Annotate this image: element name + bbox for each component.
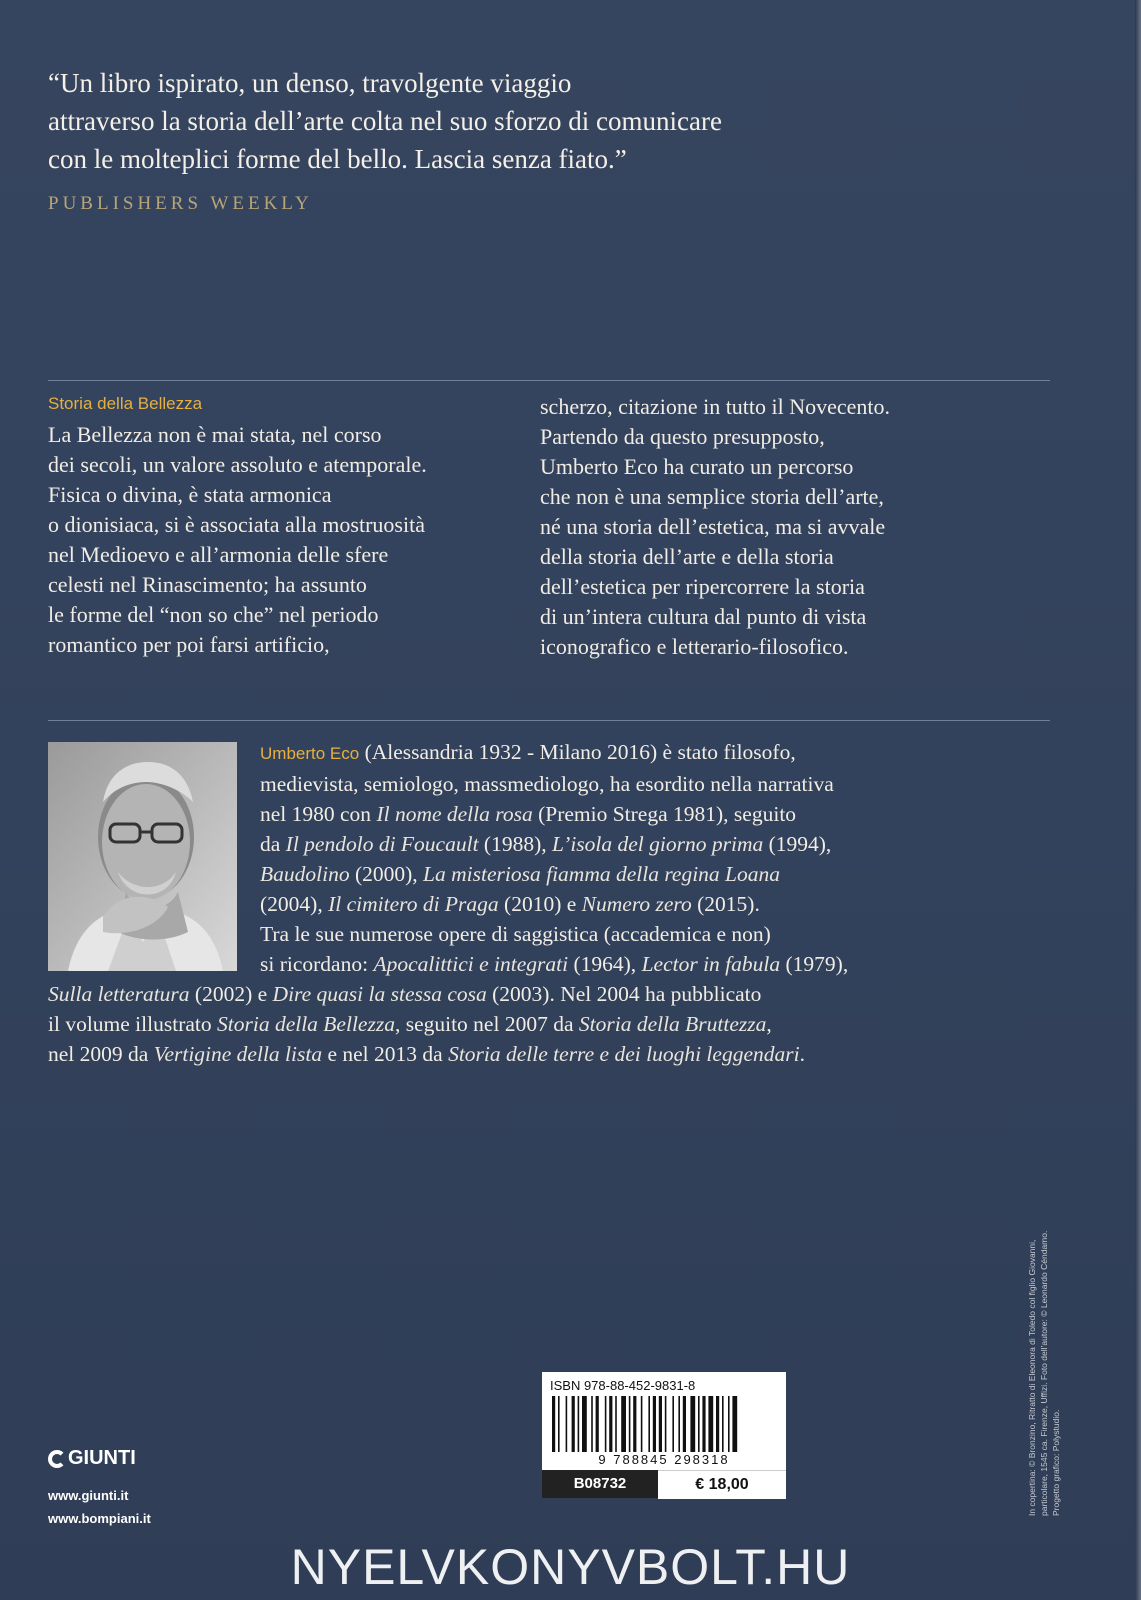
- description-line: di un’intera cultura dal punto di vista: [540, 604, 867, 629]
- book-title: Il cimitero di Praga: [328, 892, 499, 916]
- barcode-bar: [615, 1396, 617, 1452]
- price-label: € 18,00: [658, 1470, 786, 1499]
- barcode-bar: [702, 1396, 705, 1452]
- barcode-graphic: [550, 1396, 778, 1452]
- bio-text: (2010) e: [498, 892, 582, 916]
- barcode-digits: 9 788845 298318: [598, 1452, 730, 1467]
- barcode-bar: [683, 1396, 686, 1452]
- book-title: Lector in fabula: [641, 952, 781, 976]
- book-title: Storia delle terre e dei luoghi leggendari: [448, 1042, 800, 1066]
- description-line: romantico per poi farsi artificio,: [48, 632, 330, 657]
- barcode-bar: [633, 1396, 636, 1452]
- bio-line: [48, 1039, 1048, 1069]
- barcode-bar: [591, 1396, 593, 1452]
- divider: [48, 720, 1050, 721]
- barcode-panel: [542, 1372, 786, 1498]
- barcode-bar: [708, 1396, 713, 1452]
- description-line: La Bellezza non è mai stata, nel corso: [48, 422, 382, 447]
- bio-line: [48, 979, 1048, 1009]
- description-right-column: [540, 392, 1010, 662]
- bio-text: nel 2009 da: [48, 1042, 154, 1066]
- barcode-bar: [698, 1396, 700, 1452]
- product-code: B08732: [542, 1470, 658, 1498]
- barcode-bar: [578, 1396, 580, 1452]
- description-line: Fisica o divina, è stata armonica: [48, 482, 332, 507]
- author-name: Umberto Eco: [260, 744, 360, 763]
- book-title: Baudolino: [260, 862, 350, 886]
- cover-edge: [1135, 0, 1141, 1600]
- description-line: né una storia dell’estetica, ma si avvale: [540, 514, 886, 539]
- watermark-text: NYELVKONYVBOLT.HU: [290, 1539, 851, 1595]
- barcode-bar: [621, 1396, 626, 1452]
- barcode-bar: [653, 1396, 656, 1452]
- barcode-bar: [629, 1396, 631, 1452]
- isbn-number: ISBN 978-88-452-9831-8: [550, 1378, 696, 1393]
- book-title: Numero zero: [581, 892, 692, 916]
- bio-text: (1964),: [568, 952, 642, 976]
- description-line: o dionisiaca, si è associata alla mostruosità: [48, 512, 425, 537]
- bio-text: si ricordano:: [260, 952, 374, 976]
- description-line: dei secoli, un valore assoluto e atemporale.: [48, 452, 427, 477]
- barcode-bar: [552, 1396, 555, 1452]
- description-line: celesti nel Rinascimento; ha assunto: [48, 572, 367, 597]
- bio-line: [48, 799, 1048, 829]
- review-quote: [48, 64, 988, 178]
- bio-text: (2003). Nel 2004 ha pubblicato: [486, 982, 762, 1006]
- bio-line: [48, 829, 1048, 859]
- publisher-url-link[interactable]: www.bompiani.it: [48, 1511, 151, 1526]
- description-line: dell’estetica per ripercorrere la storia: [540, 574, 865, 599]
- bio-text: e nel 2013 da: [322, 1042, 449, 1066]
- bio-text: il volume illustrato: [48, 1012, 217, 1036]
- book-title: Vertigine della lista: [153, 1042, 323, 1066]
- bio-text: , seguito nel 2007 da: [394, 1012, 579, 1036]
- book-title: Sulla letteratura: [48, 982, 190, 1006]
- bio-line: Tra le sue numerose opere di saggistica (accademica e non): [260, 922, 771, 946]
- quote-line: con le molteplici forme del bello. Lascia senza fiato.”: [48, 144, 627, 174]
- bio-text: .: [799, 1042, 805, 1066]
- barcode-bar: [732, 1396, 737, 1452]
- book-title: Apocalittici e integrati: [373, 952, 569, 976]
- description-line: nel Medioevo e all’armonia delle sfere: [48, 542, 389, 567]
- barcode-bar: [665, 1396, 667, 1452]
- description-heading: Storia della Bellezza: [48, 394, 203, 413]
- bio-line: [48, 1009, 1048, 1039]
- barcode-bar: [716, 1396, 719, 1452]
- bio-text: (1994),: [763, 832, 832, 856]
- barcode-bar: [641, 1396, 643, 1452]
- bio-text: (1979),: [780, 952, 849, 976]
- barcode-bar: [582, 1396, 587, 1452]
- barcode-bar: [659, 1396, 662, 1452]
- book-title: La misteriosa fiamma della regina Loana: [423, 862, 781, 886]
- author-bio: [48, 737, 1048, 1069]
- barcode-bar: [648, 1396, 650, 1452]
- barcode-bar: [690, 1396, 695, 1452]
- barcode-bar: [566, 1396, 568, 1452]
- publisher-url-link[interactable]: www.giunti.it: [48, 1488, 129, 1503]
- quote-source: PUBLISHERS WEEKLY: [48, 193, 313, 214]
- book-title: Storia della Bellezza: [217, 1012, 395, 1036]
- credits-line: In copertina: © Bronzino, Ritratto di Eleonora di Toledo col figlio Giovanni,: [1027, 1239, 1037, 1516]
- bio-line: [48, 859, 1048, 889]
- bio-line: [48, 949, 1048, 979]
- bio-line: medievista, semiologo, massmediologo, ha esordito nella narrativa: [260, 772, 834, 796]
- barcode-bar: [596, 1396, 599, 1452]
- barcode-bar: [572, 1396, 575, 1452]
- bio-text: (Alessandria 1932 - Milano 2016) è stato filosofo,: [359, 740, 796, 764]
- description-line: le forme del “non so che” nel periodo: [48, 602, 379, 627]
- bio-text: (2015).: [691, 892, 760, 916]
- barcode-bar: [672, 1396, 674, 1452]
- bio-text: (2004),: [260, 892, 329, 916]
- book-title: Storia della Bruttezza: [578, 1012, 767, 1036]
- barcode-bar: [728, 1396, 730, 1452]
- barcode-bar: [605, 1396, 607, 1452]
- description-left-column: [48, 392, 518, 660]
- barcode-bar: [558, 1396, 560, 1452]
- credits-line: Progetto grafico: Polystudio.: [1051, 1409, 1061, 1516]
- description-line: che non è una semplice storia dell’arte,: [540, 484, 884, 509]
- barcode-bar: [609, 1396, 612, 1452]
- publisher-logo-text: GIUNTI: [68, 1447, 136, 1469]
- publisher-urls: [48, 1484, 151, 1530]
- bio-text: (1988),: [478, 832, 552, 856]
- bio-text: (2002) e: [189, 982, 273, 1006]
- cover-credits: [1026, 1196, 1062, 1516]
- book-title: L’isola del giorno prima: [552, 832, 764, 856]
- quote-line: “Un libro ispirato, un denso, travolgente viaggio: [48, 68, 572, 98]
- description-line: della storia dell’arte e della storia: [540, 544, 834, 569]
- barcode-bar: [722, 1396, 724, 1452]
- book-title: Il pendolo di Foucault: [285, 832, 479, 856]
- book-title: Il nome della rosa: [376, 802, 533, 826]
- barcode-bar: [678, 1396, 680, 1452]
- bio-line: [48, 889, 1048, 919]
- bio-text: nel 1980 con: [260, 802, 377, 826]
- book-title: Dire quasi la stessa cosa: [272, 982, 487, 1006]
- giunti-logo-icon: [48, 1450, 66, 1468]
- description-line: scherzo, citazione in tutto il Novecento.: [540, 394, 891, 419]
- quote-line: attraverso la storia dell’arte colta nel suo sforzo di comunicare: [48, 106, 722, 136]
- description-line: Partendo da questo presupposto,: [540, 424, 825, 449]
- credits-line: particolare, 1545 ca. Firenze, Uffizi. Foto dell’autore: © Leonardo Céndamo.: [1039, 1230, 1049, 1516]
- publisher-logo: [48, 1447, 136, 1470]
- divider: [48, 380, 1050, 381]
- description-line: iconografico e letterario-filosofico.: [540, 634, 849, 659]
- bio-text: (2000),: [349, 862, 424, 886]
- description-line: Umberto Eco ha curato un percorso: [540, 454, 854, 479]
- bio-line: [48, 737, 1048, 769]
- bio-text: ,: [766, 1012, 772, 1036]
- bio-text: da: [260, 832, 286, 856]
- bio-text: (Premio Strega 1981), seguito: [532, 802, 797, 826]
